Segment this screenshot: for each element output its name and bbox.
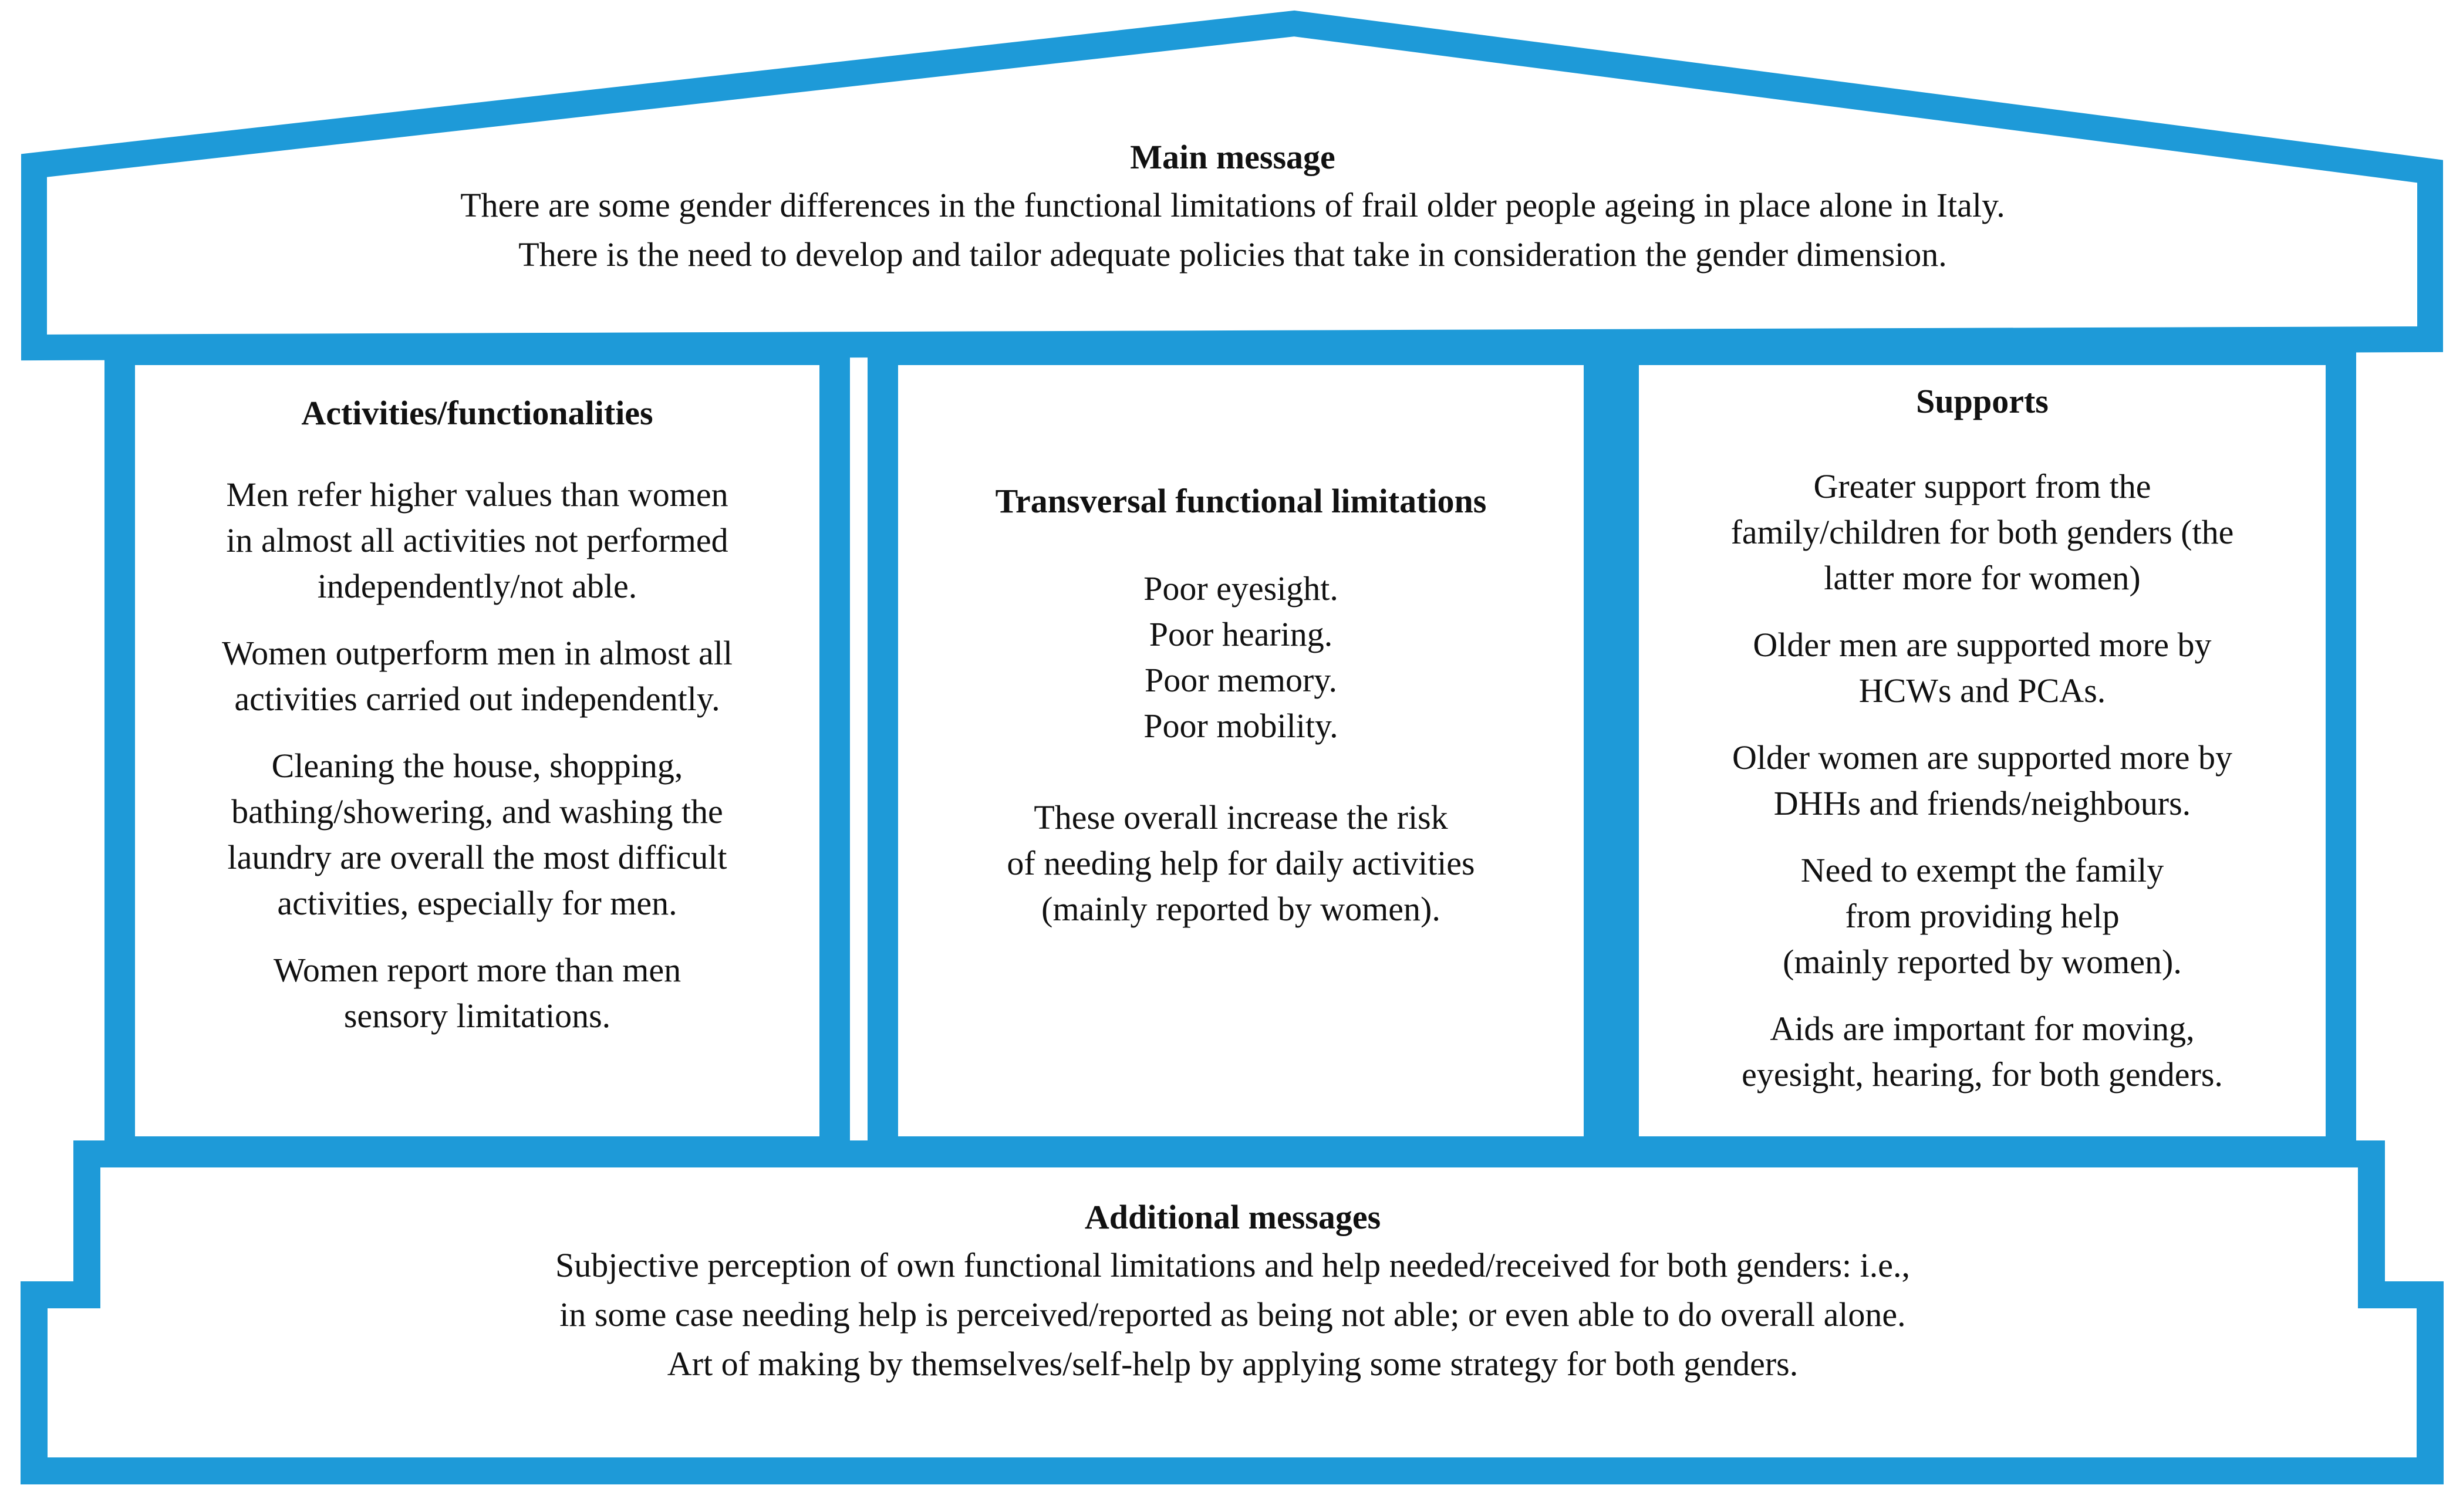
paragraph-line: HCWs and PCAs.	[1858, 671, 2106, 710]
paragraph-line: (mainly reported by women).	[1783, 943, 2182, 981]
paragraph-line: in almost all activities not performed	[226, 521, 728, 559]
paragraph-line: bathing/showering, and washing the	[231, 792, 723, 831]
additional-messages-line: Subjective perception of own functional limitations and help needed/received for both genders: i.e.,	[555, 1246, 1910, 1284]
paragraph-line: independently/not able.	[317, 567, 637, 605]
paragraph	[136, 630, 818, 722]
main-message-line: There are some gender differences in the functional limitations of frail older people ageing in place alone in Italy.	[460, 186, 2005, 224]
additional-messages-title: Additional messages	[1084, 1198, 1381, 1236]
column-supports	[1640, 378, 2324, 1119]
paragraph-line: Cleaning the house, shopping,	[271, 747, 683, 785]
paragraph-line: These overall increase the risk	[1034, 798, 1448, 836]
column-title: Transversal functional limitations	[995, 482, 1487, 520]
paragraph-line: activities, especially for men.	[277, 884, 677, 922]
paragraph-line: Poor memory.	[1144, 661, 1338, 699]
main-message-line: There is the need to develop and tailor adequate policies that take in consideration the gender dimension.	[518, 235, 1947, 274]
column-activities	[136, 390, 818, 1060]
main-message-block	[70, 134, 2395, 279]
paragraph-line: Older men are supported more by	[1753, 626, 2212, 664]
paragraph	[1640, 735, 2324, 826]
paragraph-line: (mainly reported by women).	[1041, 890, 1440, 928]
paragraph-line: of needing help for daily activities	[1007, 844, 1475, 882]
paragraph-line: Women outperform men in almost all	[222, 634, 733, 672]
paragraph-line: Poor mobility.	[1143, 707, 1338, 745]
paragraph-line: Poor eyesight.	[1143, 569, 1338, 608]
paragraph-line: family/children for both genders (the	[1730, 513, 2234, 551]
paragraph-line: DHHs and friends/neighbours.	[1773, 784, 2191, 822]
column-transversal-limitations	[899, 478, 1583, 953]
paragraph	[1640, 622, 2324, 714]
paragraph-line: latter more for women)	[1824, 559, 2141, 597]
paragraph-line: Greater support from the	[1813, 467, 2151, 505]
paragraph-line: Men refer higher values than women	[226, 475, 728, 514]
paragraph-line: eyesight, hearing, for both genders.	[1742, 1055, 2223, 1094]
paragraph	[1640, 464, 2324, 601]
paragraph-line: Poor hearing.	[1149, 615, 1333, 653]
column-title: Supports	[1916, 382, 2049, 420]
paragraph	[136, 472, 818, 609]
paragraph-line: Older women are supported more by	[1732, 738, 2233, 777]
additional-messages-line: in some case needing help is perceived/reported as being not able; or even able to do overall alone.	[559, 1295, 1906, 1334]
paragraph-line: from providing help	[1845, 897, 2120, 935]
paragraph	[899, 795, 1583, 932]
main-message-title: Main message	[1130, 138, 1335, 176]
paragraph-line: Women report more than men	[273, 951, 681, 989]
paragraph	[1640, 1006, 2324, 1098]
paragraph-line: sensory limitations.	[343, 997, 611, 1035]
paragraph-line: activities carried out independently.	[234, 680, 720, 718]
column-title: Activities/functionalities	[301, 394, 653, 432]
paragraph	[1640, 848, 2324, 985]
paragraph-line: Need to exempt the family	[1800, 851, 2164, 889]
additional-messages-block	[70, 1194, 2395, 1389]
paragraph	[136, 947, 818, 1039]
additional-messages-line: Art of making by themselves/self-help by applying some strategy for both genders.	[667, 1345, 1799, 1383]
paragraph	[899, 566, 1583, 749]
paragraph	[136, 743, 818, 926]
paragraph-line: Aids are important for moving,	[1770, 1010, 2195, 1048]
paragraph-line: laundry are overall the most difficult	[227, 838, 727, 876]
